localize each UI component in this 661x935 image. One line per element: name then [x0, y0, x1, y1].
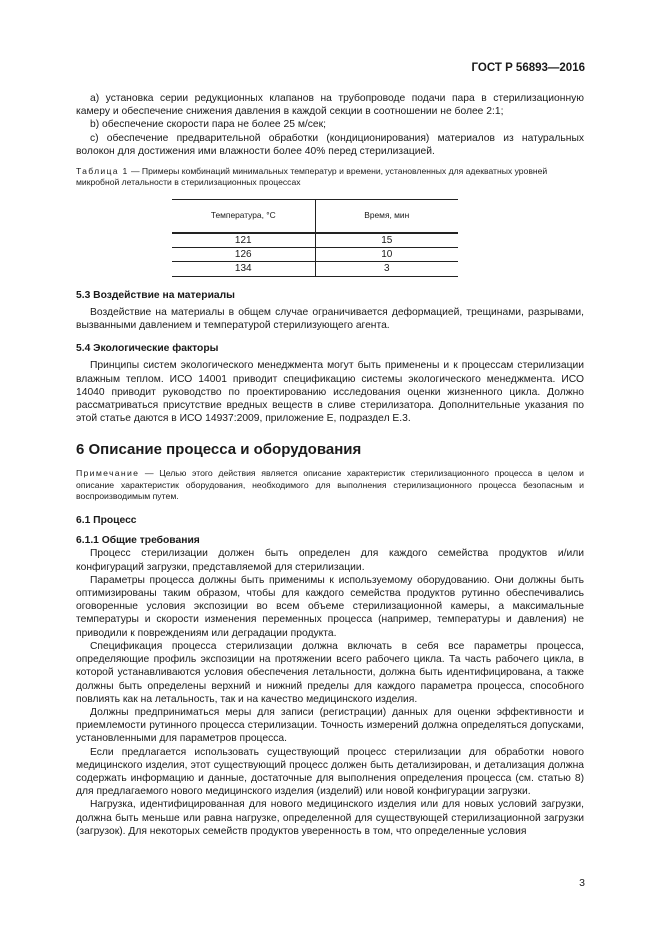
section-5-4-text: Принципы систем экологического менеджмента могут быть применены и к процессам стерилизации влажным теплом. ИСО 14001 приводит спецификацию системы экологического менеджмента. ИСО 14040 приводит руководство по проектированию исследования оценки жизненного цикла. Должно рассматриваться присутствие вредных веществ в сливе стерилизатора. Дополнительные указания по этой статье даются в ИСО 14937:2009, приложение Е, подраздел Е.3. [76, 360, 584, 425]
cell-temperature: 126 [172, 248, 315, 262]
table-row [172, 262, 458, 276]
paragraph-b: b) обеспечение скорости пара не более 25 м/сек; [90, 119, 327, 131]
cell-time: 15 [315, 233, 458, 248]
table-1-caption-text: — Примеры комбинаций минимальных температур и времени, установленных для адекватных уровней микробной летальности в стерилизационных процессах [76, 166, 548, 188]
paragraph-c: c) обеспечение предварительной обработки (кондиционирования) материалов из натуральных волокон для достижения ими влажности более 40% перед стерилизацией. [76, 132, 584, 157]
table-row [172, 248, 458, 262]
cell-time: 3 [315, 262, 458, 276]
section-6-1-title: 6.1 Процесс [76, 515, 137, 527]
note-text: — Целью этого действия является описание характеристик стерилизационного процесса в целом и описание характеристик оборудования, необходимого для выполнения стерилизационного процесса безопасным и воспроизводимым путем. [76, 468, 584, 501]
page-number: 3 [579, 877, 585, 889]
table-header-row [172, 200, 458, 234]
paragraph: Параметры процесса должны быть применимы к используемому оборудованию. Они должны быть оптимизированы таким образом, чтобы для каждого семейства продуктов рутинно обеспечивались оговоренные условия экспозиции во всем объеме стерилизационной камеры, а максимальные температуры и скорости изменения переменных процесса (например, температуры и давления) не приводили к повреждениям или деградации продукта. [76, 574, 584, 639]
document-header: ГОСТ Р 56893—2016 [471, 62, 585, 74]
cell-time: 10 [315, 248, 458, 262]
section-5-3-title: 5.3 Воздействие на материалы [76, 289, 235, 301]
table-row [172, 233, 458, 248]
table-1-caption [76, 166, 584, 188]
paragraph: Нагрузка, идентифицированная для нового медицинского изделия или для новых условий загрузки, должна быть меньше или равна нагрузке, определенной для существующей стерилизационной загрузки (загрузок). Для некоторых семейств продуктов уверенность в том, что определенные условия [76, 799, 584, 837]
header-time: Время, мин [315, 200, 458, 234]
paragraph: Если предлагается использовать существующий процесс стерилизации для обработки нового медицинского изделия, этот существующий процесс должен быть детализирован, и детализация должна содержать информацию и данные, достаточные для выполнения определения процесса (см. статью 8) для предлагаемого нового медицинского изделия (изделий) или новой конфигурации загрузки. [76, 746, 584, 798]
paragraph: Спецификация процесса стерилизации должна включать в себя все параметры процесса, определяющие профиль экспозиции на протяжении всего рабочего цикла. Та часть рабочего цикла, в которой устанавливаются условия обеспечения летальности, должна быть идентифицирована, а также должны быть определены верхний и нижний пределы для каждого параметра процесса, способного повлиять как на летальность, так и на качество медицинского изделия. [76, 640, 584, 705]
table-1 [172, 199, 458, 277]
section-5-4-title: 5.4 Экологические факторы [76, 343, 219, 355]
paragraph: Должны предприниматься меры для записи (регистрации) данных для оценки эффективности и приемлемости рутинного процесса стерилизации. Точность измерений должна определяться допусками, установленными для параметров процесса. [76, 706, 584, 745]
section-5-3-text: Воздействие на материалы в общем случае ограничивается деформацией, трещинами, разрывами, вызванными давлением и температурой стерилизующего агента. [76, 306, 584, 332]
note-label: Примечание [76, 468, 140, 479]
page-content [76, 92, 584, 838]
paragraph: Процесс стерилизации должен быть определен для каждого семейства продуктов и/или конфигураций загрузки, представляемой для стерилизации. [76, 548, 584, 573]
header-temperature: Температура, °С [172, 200, 315, 234]
section-6-1-1-title: 6.1.1 Общие требования [76, 535, 200, 547]
cell-temperature: 121 [172, 233, 315, 248]
table-1-label: Таблица 1 [76, 166, 129, 177]
section-6-heading: 6 Описание процесса и оборудования [76, 441, 362, 459]
section-6-note [76, 468, 584, 502]
paragraph-a: а) установка серии редукционных клапанов на трубопроводе подачи пара в стерилизационную камеру и обеспечение снижения давления в каждой секции в соотношении не более 2:1; [76, 93, 584, 118]
cell-temperature: 134 [172, 262, 315, 276]
